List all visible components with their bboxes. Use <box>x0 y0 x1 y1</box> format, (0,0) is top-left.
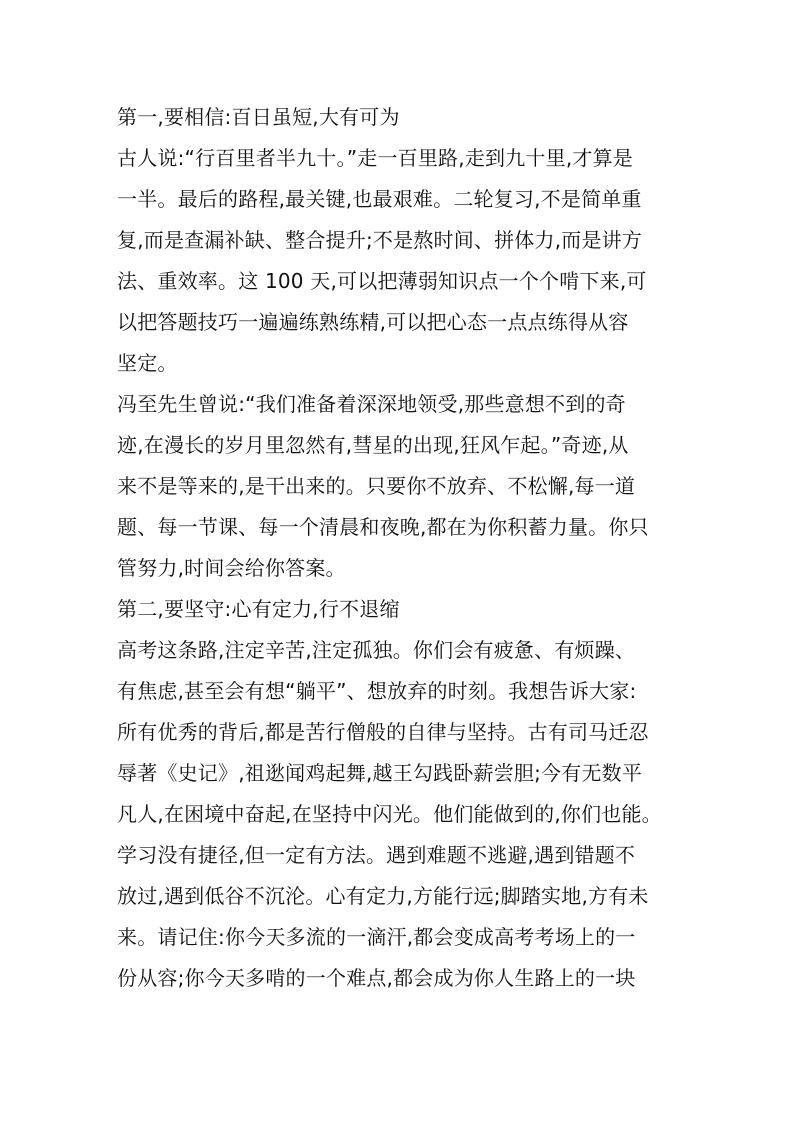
paragraph-line: 以把答题技巧一遍遍练熟练精,可以把心态一点点练得从容 <box>117 310 629 334</box>
paragraph-line: 迹,在漫长的岁月里忽然有,彗星的出现,狂风乍起。”奇迹,从 <box>117 433 629 457</box>
document-body <box>117 97 677 999</box>
paragraph-line: 来。请记住:你今天多流的一滴汗,都会变成高考考场上的一 <box>117 925 636 949</box>
paragraph-line: 凡人,在困境中奋起,在坚持中闪光。他们能做到的,你们也能。 <box>117 802 662 826</box>
paragraph-line: 所有优秀的背后,都是苦行僧般的自律与坚持。古有司马迁忍 <box>117 720 649 744</box>
paragraph-line: 题、每一节课、每一个清晨和夜晚,都在为你积蓄力量。你只 <box>117 515 649 539</box>
paragraph-line: 古人说:“行百里者半九十。”走一百里路,走到九十里,才算是 <box>117 146 633 170</box>
paragraph-line: 一半。最后的路程,最关键,也最艰难。二轮复习,不是简单重 <box>117 187 642 211</box>
paragraph-line: 坚定。 <box>117 351 178 375</box>
section-heading-persist: 第二,要坚守:心有定力,行不退缩 <box>117 597 400 621</box>
paragraph-line: 放过,遇到低谷不沉沦。心有定力,方能行远;脚踏实地,方有未 <box>117 884 649 908</box>
paragraph-line: 冯至先生曾说:“我们准备着深深地领受,那些意想不到的奇 <box>117 392 626 416</box>
paragraph-line: 有焦虑,甚至会有想“躺平”、想放弃的时刻。我想告诉大家: <box>117 679 637 703</box>
paragraph-line: 复,而是查漏补缺、整合提升;不是熬时间、拼体力,而是讲方 <box>117 228 643 252</box>
paragraph-line: 高考这条路,注定辛苦,注定孤独。你们会有疲惫、有烦躁、 <box>117 638 636 662</box>
paragraph-line: 辱著《史记》,祖逖闻鸡起舞,越王勾践卧薪尝胆;今有无数平 <box>117 761 643 785</box>
paragraph-line: 来不是等来的,是干出来的。只要你不放弃、不松懈,每一道 <box>117 474 636 498</box>
paragraph-line: 学习没有捷径,但一定有方法。遇到难题不逃避,遇到错题不 <box>117 843 636 867</box>
paragraph-line: 管努力,时间会给你答案。 <box>117 556 346 580</box>
section-heading-believe: 第一,要相信:百日虽短,大有可为 <box>117 105 400 129</box>
paragraph-line: 法、重效率。这 100 天,可以把薄弱知识点一个个啃下来,可 <box>117 269 647 293</box>
paragraph-line: 份从容;你今天多啃的一个难点,都会成为你人生路上的一块 <box>117 966 636 990</box>
